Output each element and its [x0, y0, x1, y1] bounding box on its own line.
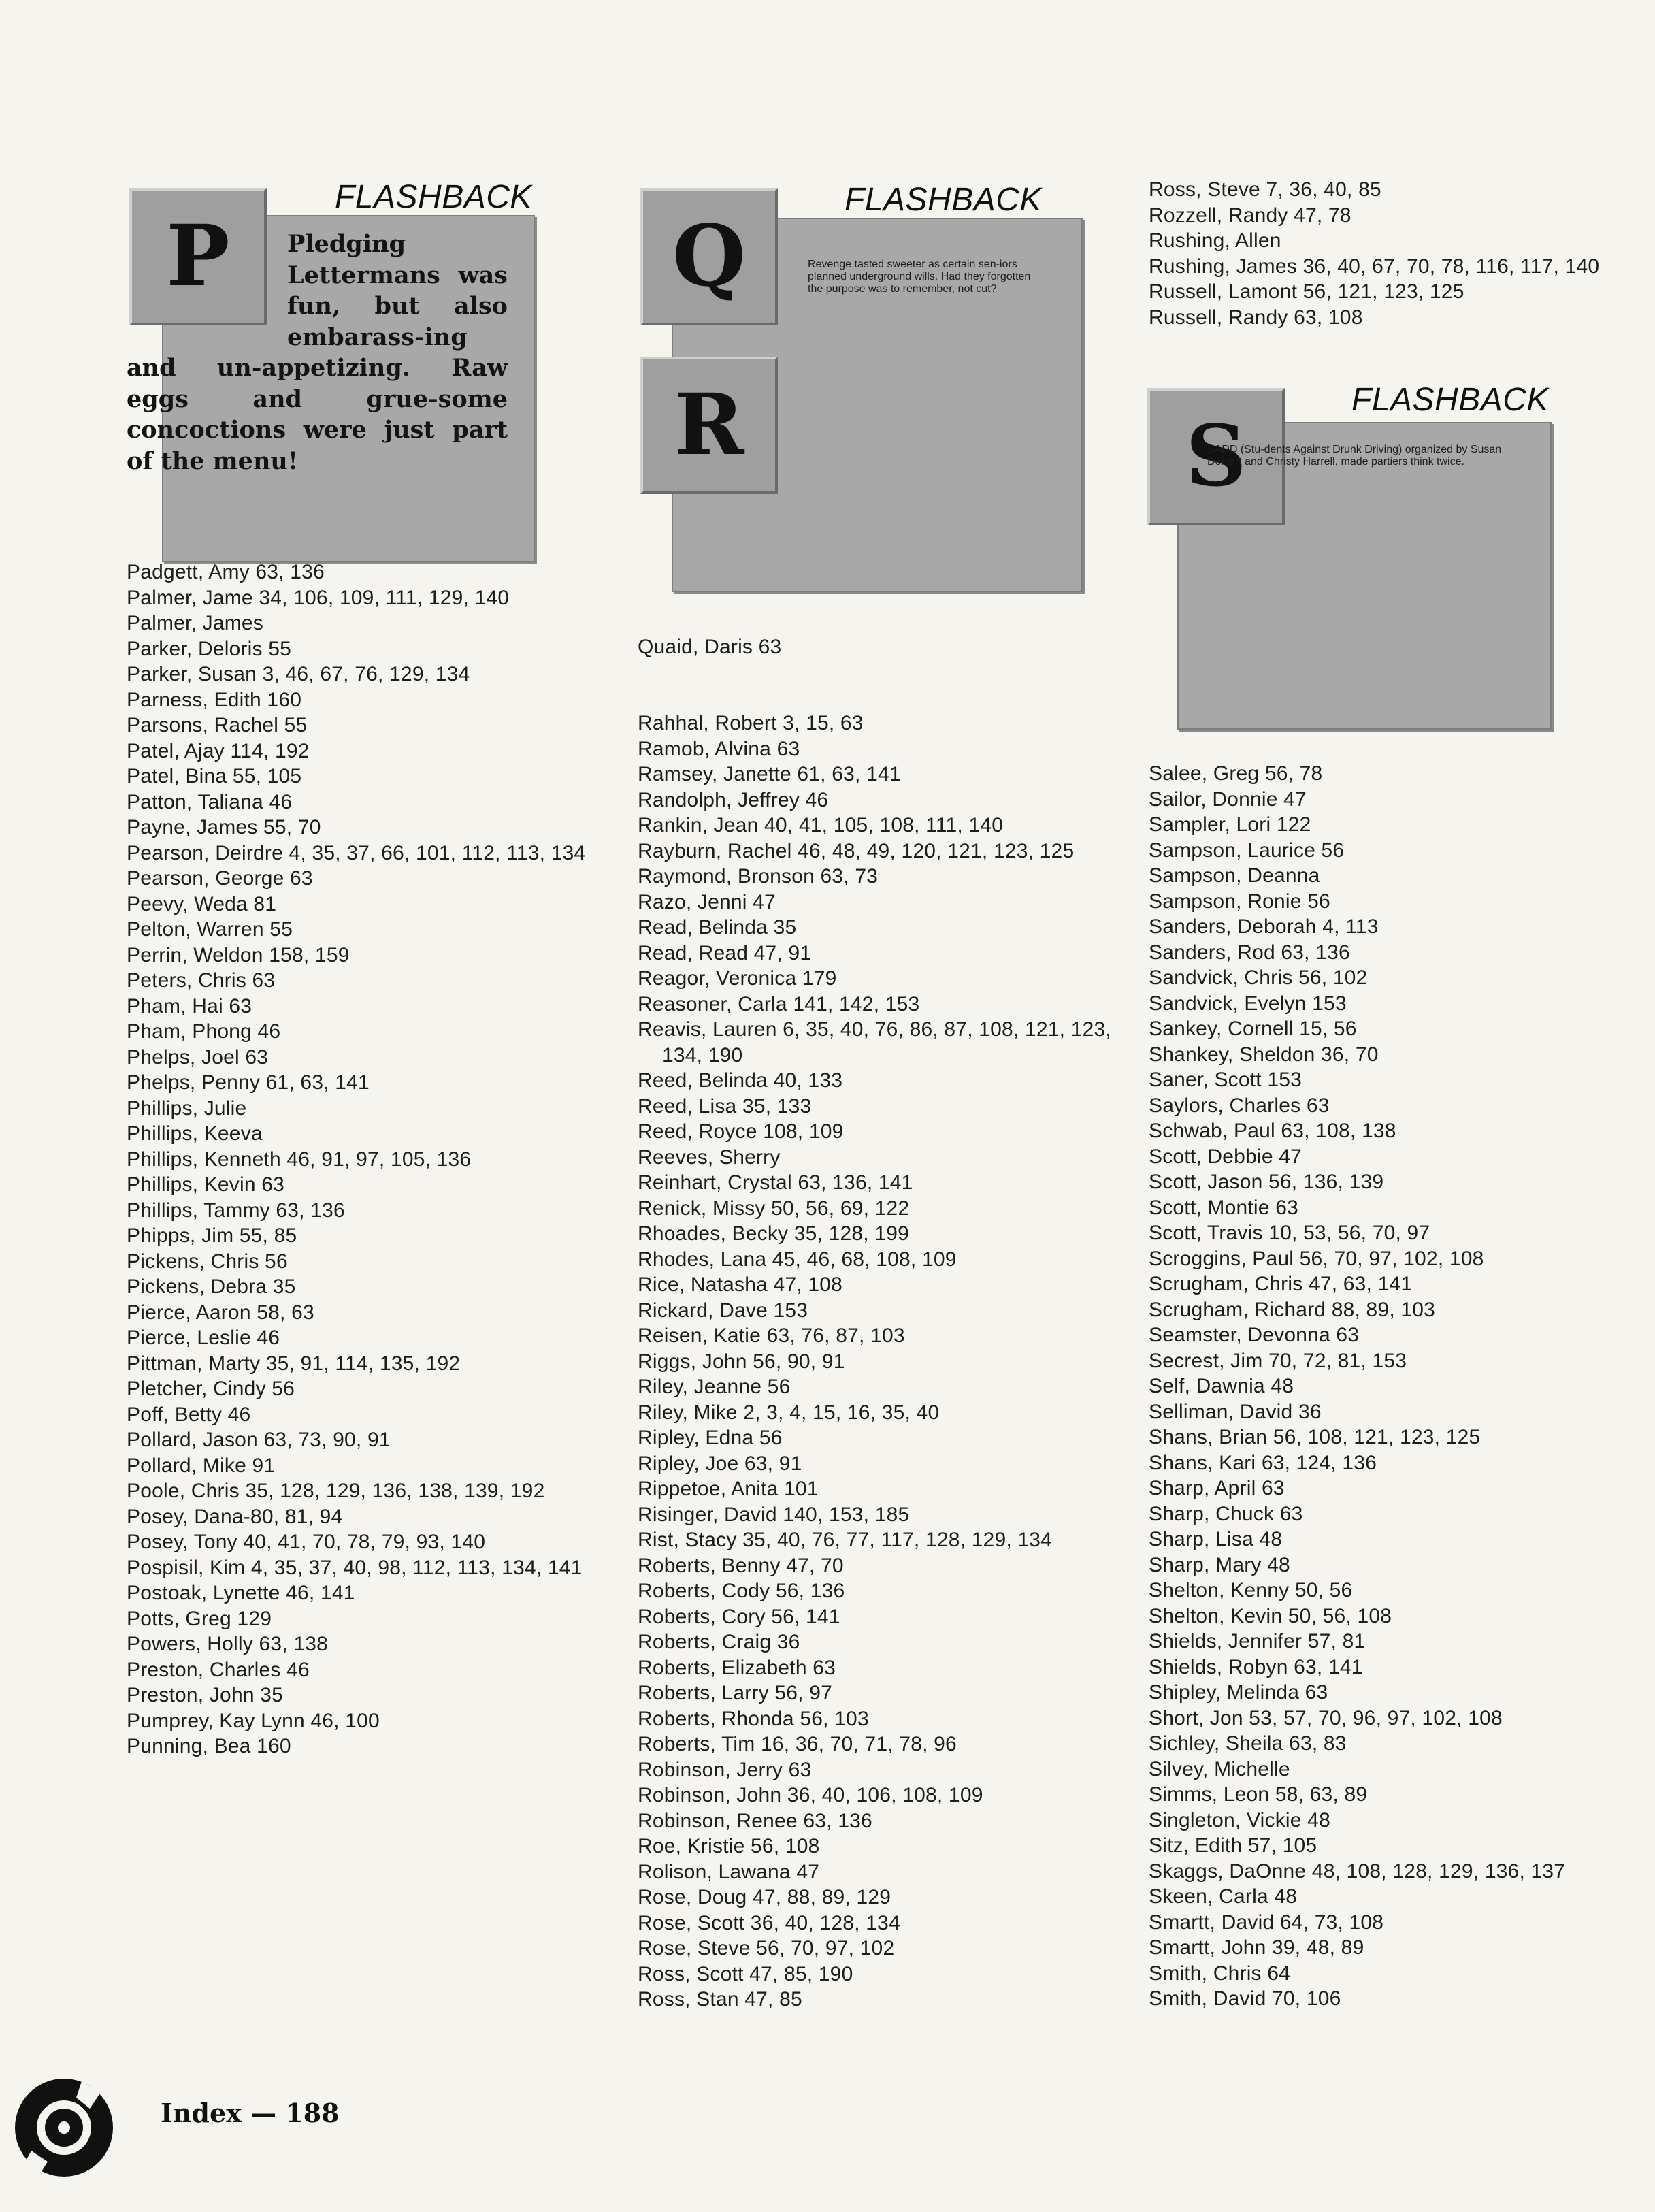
index-entry: Robinson, John 36, 40, 106, 108, 109 — [638, 1784, 983, 1806]
index-list-q — [638, 634, 1125, 660]
index-entry: Robinson, Renee 63, 136 — [638, 1809, 872, 1832]
index-entry: Potts, Greg 129 — [127, 1607, 272, 1630]
index-entry: Reasoner, Carla 141, 142, 153 — [638, 992, 920, 1015]
index-entry: Punning, Bea 160 — [127, 1735, 291, 1757]
index-entry: Riley, Jeanne 56 — [638, 1376, 791, 1398]
index-entry: Pelton, Warren 55 — [127, 918, 293, 941]
index-entry: Salee, Greg 56, 78 — [1149, 762, 1323, 785]
index-entry: Reinhart, Crystal 63, 136, 141 — [638, 1171, 913, 1194]
index-list-r-cont — [1149, 177, 1636, 330]
flashback-p-title: FLASHBACK — [335, 179, 532, 215]
index-entry: Scott, Jason 56, 136, 139 — [1149, 1171, 1384, 1193]
index-entry: Ripley, Edna 56 — [638, 1427, 783, 1449]
letter-block-r — [640, 357, 778, 494]
index-entry: Reisen, Katie 63, 76, 87, 103 — [638, 1324, 905, 1347]
index-entry: Simms, Leon 58, 63, 89 — [1149, 1783, 1368, 1806]
index-entry: Sailor, Donnie 47 — [1149, 787, 1307, 811]
letter-p: P — [166, 207, 230, 306]
index-entry: Pickens, Debra 35 — [127, 1275, 296, 1298]
flashback-qr-title: FLASHBACK — [845, 182, 1042, 218]
index-entry: Pletcher, Cindy 56 — [127, 1378, 295, 1400]
index-entry: Sampson, Laurice 56 — [1149, 839, 1345, 862]
index-entry: Russell, Lamont 56, 121, 123, 125 — [1149, 280, 1464, 303]
index-entry: Sanders, Rod 63, 136 — [1149, 941, 1350, 964]
index-entry: Sampson, Ronie 56 — [1149, 890, 1330, 913]
index-entry: Skaggs, DaOnne 48, 108, 128, 129, 136, 137 — [1149, 1859, 1566, 1883]
letter-s: S — [1185, 407, 1247, 506]
index-entry: Padgett, Amy 63, 136 — [127, 561, 325, 583]
index-entry: Raymond, Bronson 63, 73 — [638, 865, 879, 888]
index-entry: Ramsey, Janette 61, 63, 141 — [638, 763, 901, 785]
index-entry: Read, Read 47, 91 — [638, 941, 812, 964]
index-entry: Skeen, Carla 48 — [1149, 1885, 1298, 1908]
index-entry: Sharp, Chuck 63 — [1149, 1502, 1303, 1525]
index-entry: Reed, Belinda 40, 133 — [638, 1069, 843, 1092]
flashback-p-caption: Pledging Lettermans was fun, but also embarass-ing and un-appetizing. Raw eggs and grue-some concoctions were just part of the menu! — [127, 230, 508, 475]
index-entry: Pham, Hai 63 — [127, 994, 252, 1018]
index-entry: Rankin, Jean 40, 41, 105, 108, 111, 140 — [638, 814, 1004, 836]
index-entry: Rice, Natasha 47, 108 — [638, 1273, 843, 1296]
index-entry: Shans, Brian 56, 108, 121, 123, 125 — [1149, 1426, 1481, 1448]
index-entry: Perrin, Weldon 158, 159 — [127, 943, 350, 966]
index-entry: Secrest, Jim 70, 72, 81, 153 — [1149, 1349, 1407, 1372]
vinyl-record-icon — [14, 2077, 114, 2178]
index-entry: Sandvick, Evelyn 153 — [1149, 992, 1347, 1015]
index-entry: Parness, Edith 160 — [127, 688, 302, 711]
index-entry: Smith, David 70, 106 — [1149, 1987, 1341, 2010]
flashback-s-title: FLASHBACK — [1351, 382, 1549, 418]
index-entry: Parsons, Rachel 55 — [127, 714, 308, 736]
index-entry: Poff, Betty 46 — [127, 1403, 251, 1426]
index-entry: Phillips, Julie — [127, 1096, 247, 1120]
index-entry: Patel, Bina 55, 105 — [127, 765, 302, 787]
index-entry: Pollard, Jason 63, 73, 90, 91 — [127, 1429, 391, 1451]
index-entry: Pearson, George 63 — [127, 867, 313, 890]
index-entry: Roe, Kristie 56, 108 — [638, 1835, 820, 1857]
index-entry: Rickard, Dave 153 — [638, 1299, 808, 1322]
index-entry: Pittman, Marty 35, 91, 114, 135, 192 — [127, 1352, 461, 1375]
index-entry: Sharp, April 63 — [1149, 1477, 1285, 1499]
index-entry: Reed, Royce 108, 109 — [638, 1120, 844, 1143]
index-entry: Sampson, Deanna — [1149, 864, 1320, 887]
index-entry: Silvey, Michelle — [1149, 1757, 1290, 1780]
index-entry: Ross, Scott 47, 85, 190 — [638, 1962, 853, 1985]
index-entry: Scrugham, Chris 47, 63, 141 — [1149, 1273, 1413, 1295]
index-entry: Phillips, Kevin 63 — [127, 1173, 285, 1196]
index-entry: Reed, Lisa 35, 133 — [638, 1094, 812, 1118]
flashback-s — [1149, 381, 1571, 735]
index-entry: Ross, Steve 7, 36, 40, 85 — [1149, 178, 1381, 201]
index-entry: Riley, Mike 2, 3, 4, 15, 16, 35, 40 — [638, 1401, 940, 1424]
index-entry: Smartt, John 39, 48, 89 — [1149, 1936, 1364, 1959]
index-entry: Rolison, Lawana 47 — [638, 1860, 820, 1883]
index-entry: Preston, Charles 46 — [127, 1658, 310, 1681]
index-entry: Shans, Kari 63, 124, 136 — [1149, 1451, 1377, 1474]
flashback-qr — [638, 178, 1060, 600]
index-entry: Rayburn, Rachel 46, 48, 49, 120, 121, 123, 125 — [638, 839, 1075, 862]
index-entry: Pham, Phong 46 — [127, 1020, 281, 1043]
index-entry: Roberts, Elizabeth 63 — [638, 1656, 836, 1679]
index-entry: Razo, Jenni 47 — [638, 890, 776, 913]
index-entry: Randolph, Jeffrey 46 — [638, 788, 829, 811]
index-entry: Patel, Ajay 114, 192 — [127, 739, 310, 762]
index-entry: Parker, Susan 3, 46, 67, 76, 129, 134 — [127, 663, 470, 685]
index-entry: Sitz, Edith 57, 105 — [1149, 1834, 1317, 1857]
index-entry: Rahhal, Robert 3, 15, 63 — [638, 712, 864, 734]
index-entry: Rist, Stacy 35, 40, 76, 77, 117, 128, 129, 134 — [638, 1529, 1053, 1551]
index-entry: Scrugham, Richard 88, 89, 103 — [1149, 1298, 1436, 1321]
letter-r: R — [674, 376, 744, 474]
index-entry: Phelps, Penny 61, 63, 141 — [127, 1071, 370, 1094]
index-entry: Selliman, David 36 — [1149, 1400, 1322, 1423]
index-entry: Rippetoe, Anita 101 — [638, 1478, 819, 1500]
index-entry: Quaid, Daris 63 — [638, 636, 782, 658]
index-entry: Roberts, Benny 47, 70 — [638, 1554, 844, 1577]
index-entry: Postoak, Lynette 46, 141 — [127, 1582, 355, 1604]
index-entry: Shelton, Kenny 50, 56 — [1149, 1579, 1353, 1601]
index-entry: Singleton, Vickie 48 — [1149, 1808, 1330, 1832]
index-entry: Pollard, Mike 91 — [127, 1454, 276, 1477]
index-entry: Shipley, Melinda 63 — [1149, 1681, 1328, 1704]
index-entry: Poole, Chris 35, 128, 129, 136, 138, 139, 192 — [127, 1480, 545, 1502]
index-entry: Shelton, Kevin 50, 56, 108 — [1149, 1604, 1392, 1627]
index-entry: Sandvick, Chris 56, 102 — [1149, 966, 1368, 989]
flashback-qr-caption: Revenge tasted sweeter as certain sen-iors planned underground wills. Had they forgotten the purpose was to remember, not cut? — [808, 259, 1031, 295]
index-entry: Sharp, Lisa 48 — [1149, 1528, 1283, 1550]
index-entry: Seamster, Devonna 63 — [1149, 1324, 1360, 1346]
index-entry: Rushing, Allen — [1149, 229, 1281, 252]
index-entry: Robinson, Jerry 63 — [638, 1758, 812, 1781]
index-entry: Phillips, Tammy 63, 136 — [127, 1199, 345, 1222]
index-entry: Phelps, Joel 63 — [127, 1045, 269, 1069]
index-entry: Rhoades, Becky 35, 128, 199 — [638, 1222, 910, 1245]
index-entry: Rushing, James 36, 40, 67, 70, 78, 116, 117, 140 — [1149, 255, 1600, 278]
index-entry: Roberts, Larry 56, 97 — [638, 1682, 833, 1704]
index-entry: Posey, Tony 40, 41, 70, 78, 79, 93, 140 — [127, 1531, 486, 1553]
index-entry: Self, Dawnia 48 — [1149, 1375, 1294, 1397]
index-entry: Pospisil, Kim 4, 35, 37, 40, 98, 112, 113, 134, 141 — [127, 1556, 583, 1579]
index-entry: Rose, Steve 56, 70, 97, 102 — [638, 1937, 895, 1959]
index-entry: Russell, Randy 63, 108 — [1149, 306, 1363, 329]
index-entry: Shields, Jennifer 57, 81 — [1149, 1630, 1366, 1653]
index-entry: Rose, Scott 36, 40, 128, 134 — [638, 1911, 900, 1934]
index-entry: Scott, Debbie 47 — [1149, 1145, 1302, 1168]
index-entry: Roberts, Craig 36 — [638, 1631, 800, 1653]
index-entry: Roberts, Rhonda 56, 103 — [638, 1707, 869, 1730]
index-entry: Schwab, Paul 63, 108, 138 — [1149, 1120, 1396, 1142]
index-entry: Roberts, Cory 56, 141 — [638, 1605, 840, 1628]
index-entry: Sharp, Mary 48 — [1149, 1553, 1290, 1576]
index-list-r — [638, 711, 1125, 2013]
index-entry: Risinger, David 140, 153, 185 — [638, 1503, 910, 1526]
index-entry: Pickens, Chris 56 — [127, 1250, 288, 1273]
index-entry: Renick, Missy 50, 56, 69, 122 — [638, 1197, 910, 1220]
index-entry: Patton, Taliana 46 — [127, 790, 293, 813]
index-entry: Scott, Travis 10, 53, 56, 70, 97 — [1149, 1222, 1430, 1244]
index-entry: Peevy, Weda 81 — [127, 892, 277, 915]
index-entry: Saylors, Charles 63 — [1149, 1094, 1330, 1117]
index-entry: Reavis, Lauren 6, 35, 40, 76, 86, 87, 108, 121, 123, 134, 190 — [638, 1018, 1111, 1067]
index-entry: Payne, James 55, 70 — [127, 816, 321, 839]
index-entry: Preston, John 35 — [127, 1684, 284, 1706]
index-entry: Palmer, Jame 34, 106, 109, 111, 129, 140 — [127, 586, 510, 609]
index-entry: Rhodes, Lana 45, 46, 68, 108, 109 — [638, 1248, 957, 1271]
letter-q: Q — [672, 207, 746, 306]
index-entry: Phillips, Keeva — [127, 1122, 263, 1145]
index-entry: Shankey, Sheldon 36, 70 — [1149, 1043, 1379, 1066]
index-entry: Pumprey, Kay Lynn 46, 100 — [127, 1709, 380, 1732]
index-entry: Riggs, John 56, 90, 91 — [638, 1350, 845, 1373]
index-entry: Posey, Dana-80, 81, 94 — [127, 1505, 343, 1528]
index-entry: Parker, Deloris 55 — [127, 637, 292, 660]
index-entry: Peters, Chris 63 — [127, 969, 276, 992]
index-entry: Powers, Holly 63, 138 — [127, 1633, 329, 1655]
index-entry: Read, Belinda 35 — [638, 916, 797, 939]
index-entry: Ross, Stan 47, 85 — [638, 1988, 802, 2011]
index-entry: Palmer, James — [127, 612, 263, 634]
index-entry: Ramob, Alvina 63 — [638, 737, 800, 760]
index-entry: Pierce, Aaron 58, 63 — [127, 1301, 314, 1324]
index-entry: Pearson, Deirdre 4, 35, 37, 66, 101, 112, 113, 134 — [127, 841, 586, 864]
index-entry: Pierce, Leslie 46 — [127, 1327, 280, 1349]
index-entry: Smith, Chris 64 — [1149, 1962, 1291, 1985]
index-entry: Roberts, Cody 56, 136 — [638, 1580, 845, 1602]
flashback-s-caption: SADD (Stu-dents Against Drunk Driving) organized by Susan DeHart and Christy Harrell, made partiers think twice. — [1207, 444, 1502, 468]
index-entry: Shields, Robyn 63, 141 — [1149, 1655, 1363, 1678]
index-entry: Saner, Scott 153 — [1149, 1069, 1302, 1091]
index-entry: Ripley, Joe 63, 91 — [638, 1452, 802, 1475]
index-entry: Scott, Montie 63 — [1149, 1196, 1298, 1219]
index-entry: Scroggins, Paul 56, 70, 97, 102, 108 — [1149, 1247, 1484, 1270]
caption-float-spacer — [127, 229, 287, 353]
index-entry: Sanders, Deborah 4, 113 — [1149, 915, 1379, 938]
index-entry: Reeves, Sherry — [638, 1145, 781, 1169]
index-entry: Rozzell, Randy 47, 78 — [1149, 204, 1351, 227]
flashback-p — [127, 178, 548, 532]
index-list-p — [127, 559, 614, 1759]
index-entry: Sankey, Cornell 15, 56 — [1149, 1018, 1357, 1040]
index-entry: Roberts, Tim 16, 36, 70, 71, 78, 96 — [638, 1733, 957, 1755]
index-entry: Rose, Doug 47, 88, 89, 129 — [638, 1886, 891, 1908]
letter-block-q — [640, 188, 778, 325]
index-entry: Phipps, Jim 55, 85 — [127, 1224, 297, 1247]
index-entry: Short, Jon 53, 57, 70, 96, 97, 102, 108 — [1149, 1706, 1503, 1729]
index-entry: Reagor, Veronica 179 — [638, 967, 837, 990]
index-list-s — [1149, 761, 1636, 2012]
index-entry: Sampler, Lori 122 — [1149, 813, 1311, 836]
index-entry: Phillips, Kenneth 46, 91, 97, 105, 136 — [127, 1148, 472, 1171]
page-footer-label: Index — 188 — [161, 2098, 340, 2128]
index-entry: Sichley, Sheila 63, 83 — [1149, 1732, 1347, 1755]
index-entry: Smartt, David 64, 73, 108 — [1149, 1910, 1384, 1934]
